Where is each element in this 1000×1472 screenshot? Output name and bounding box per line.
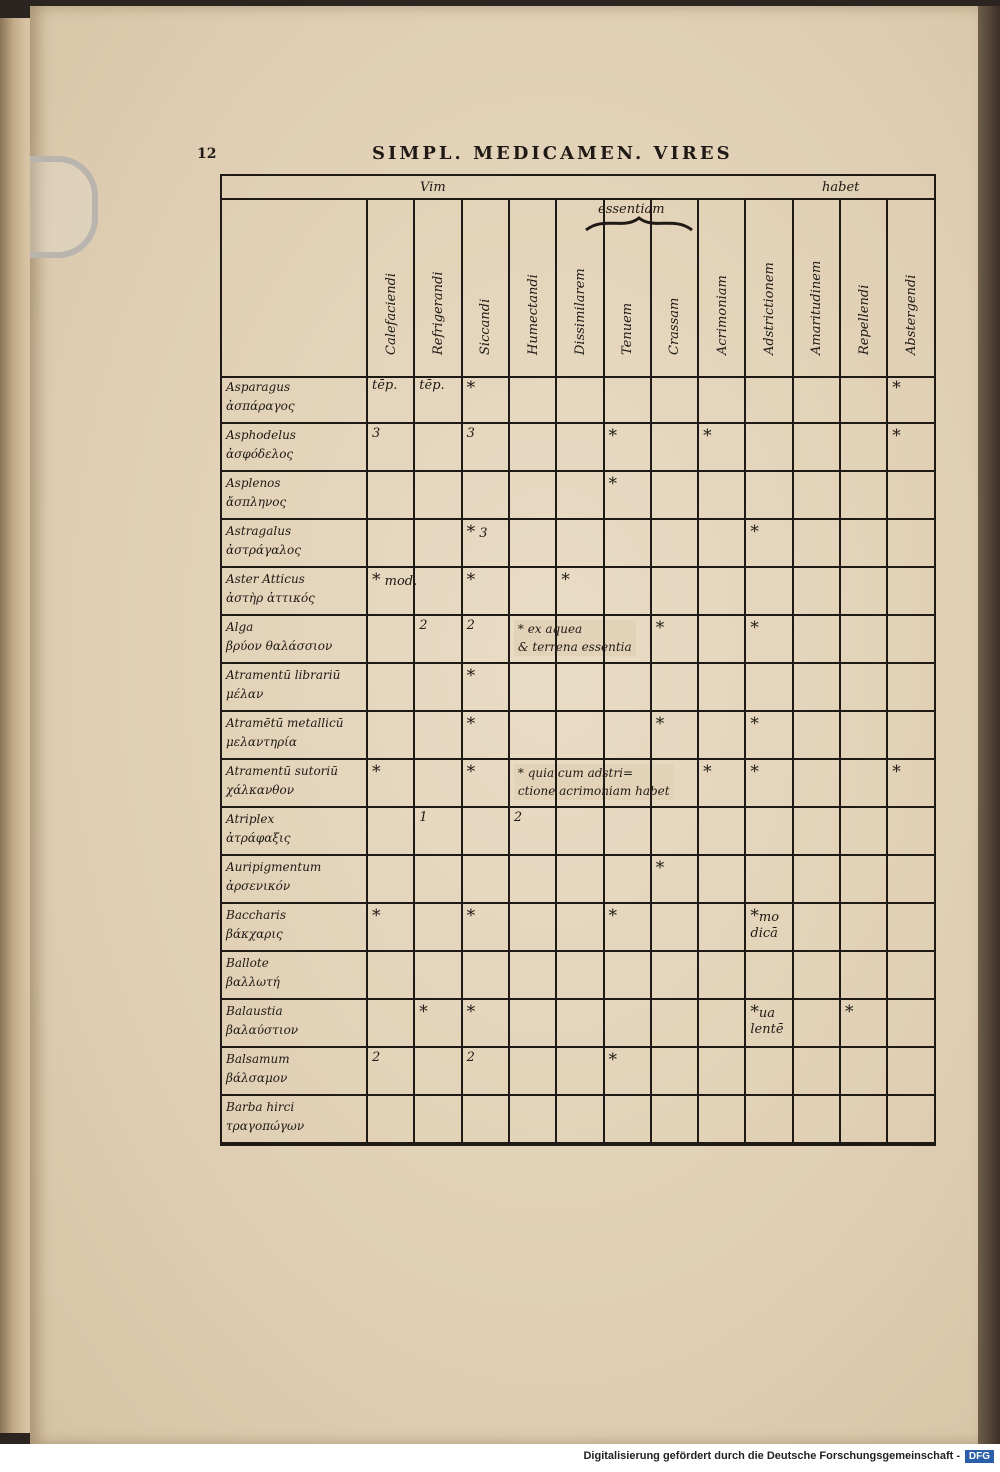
table-cell	[609, 906, 618, 926]
table-cell	[467, 570, 476, 590]
table-cell	[703, 762, 712, 782]
table-cell	[609, 426, 618, 446]
table-cell	[467, 906, 476, 926]
header-vim: Vim	[420, 180, 446, 195]
asterisk-mark: *	[419, 1002, 428, 1022]
column-rule	[697, 376, 699, 1144]
table-row	[222, 856, 934, 904]
latin-name: Atramētū metallicū	[226, 716, 344, 730]
table-row	[222, 520, 934, 568]
latin-name: Atriplex	[226, 812, 275, 826]
table-row	[222, 952, 934, 1000]
greek-name: ἀστὴρ ἀττικός	[226, 591, 315, 605]
table-cell	[656, 858, 665, 878]
latin-name: Asplenos	[226, 476, 281, 490]
asterisk-mark: *	[892, 426, 901, 446]
footer-bar	[0, 1444, 1000, 1472]
table-row	[222, 1096, 934, 1144]
table-cell: *ua lentē	[750, 1002, 784, 1037]
asterisk-mark: *	[561, 570, 570, 590]
latin-name: Atramentū sutoriū	[226, 764, 338, 778]
greek-name: βρύον θαλάσσιον	[226, 639, 333, 653]
table-row	[222, 376, 934, 424]
asterisk-mark: *	[466, 570, 476, 590]
table-cell: 2	[466, 1050, 475, 1065]
table-cell	[750, 714, 759, 734]
virtues-table	[220, 174, 936, 1146]
column-header-label: Dissimilarem	[572, 268, 588, 355]
column-header	[413, 200, 462, 376]
table-cell: 1	[419, 810, 428, 825]
asterisk-mark: *	[892, 378, 901, 398]
latin-name: Atramentū librariū	[226, 668, 341, 682]
asterisk-mark: *	[750, 714, 759, 734]
column-rule	[555, 376, 557, 1144]
table-cell	[467, 1002, 476, 1022]
table-cell	[845, 1002, 854, 1022]
table-row	[222, 616, 934, 664]
row-name	[226, 378, 364, 416]
table-cell	[467, 762, 476, 782]
asterisk-mark: *	[466, 714, 476, 734]
table-cell	[750, 618, 759, 638]
row-name	[226, 1002, 364, 1040]
row-name	[226, 474, 364, 512]
greek-name: ἄσπληνος	[226, 495, 287, 509]
greek-name: μελαντηρία	[226, 735, 297, 749]
column-header-label: Amaritudinem	[809, 260, 825, 355]
asterisk-mark: *	[750, 618, 759, 638]
table-cell: tēp.	[372, 378, 398, 393]
footer-credit: Digitalisierung gefördert durch die Deutsche Forschungsgemeinschaft -	[583, 1450, 960, 1462]
latin-name: Balsamum	[226, 1052, 290, 1066]
table-cell	[656, 714, 665, 734]
table-cell: tēp.	[419, 378, 445, 393]
table-cell	[609, 1050, 618, 1070]
table-cell	[703, 426, 712, 446]
asterisk-mark: *	[466, 666, 476, 686]
table-cell	[892, 378, 901, 398]
table-cell	[656, 618, 665, 638]
asterisk-mark: *	[750, 906, 759, 926]
column-header-label: Abstergendi	[903, 274, 919, 355]
column-header	[886, 200, 935, 376]
table-row	[222, 712, 934, 760]
column-header	[555, 200, 604, 376]
table-cell	[561, 570, 570, 590]
greek-name: βάλσαμον	[226, 1071, 288, 1085]
row-name	[226, 570, 364, 608]
asterisk-mark: *	[608, 474, 617, 494]
column-header	[603, 200, 652, 376]
column-rule	[744, 376, 746, 1144]
row-name	[226, 1098, 364, 1136]
row-name	[226, 714, 364, 752]
column-header-label: Siccandi	[478, 298, 494, 355]
dfg-logo: DFG	[965, 1450, 994, 1463]
greek-name: τραγοπώγων	[226, 1119, 305, 1133]
row-annotation: * ex aquea & terrena essentia	[514, 620, 636, 656]
table-row	[222, 904, 934, 952]
column-header-label: Repellendi	[856, 284, 872, 355]
greek-name: ἀσφόδελος	[226, 447, 294, 461]
greek-name: ἀσπάραγος	[226, 399, 295, 413]
row-name	[226, 810, 364, 848]
asterisk-mark: *	[655, 618, 665, 638]
greek-name: βαλαύστιον	[226, 1023, 299, 1037]
header-habet: habet	[822, 180, 860, 195]
asterisk-mark: *	[845, 1002, 854, 1022]
table-cell: 3	[372, 426, 381, 441]
table-cell	[892, 762, 901, 782]
column-header	[839, 200, 888, 376]
column-rule	[792, 376, 794, 1144]
page-number: 12	[197, 146, 217, 162]
table-cell	[419, 1002, 428, 1022]
table-cell: 2	[513, 810, 523, 825]
column-rule	[461, 376, 463, 1144]
column-rule	[650, 376, 652, 1144]
asterisk-mark: *	[703, 426, 712, 446]
table-cell	[750, 762, 759, 782]
column-header-label: Humectandi	[525, 274, 541, 355]
latin-name: Asparagus	[226, 380, 291, 394]
paper-clip	[30, 156, 98, 258]
latin-name: Aster Atticus	[226, 572, 305, 586]
table-cell	[372, 762, 381, 782]
asterisk-mark: *	[372, 762, 381, 782]
table-cell	[467, 378, 476, 398]
table-cell: * mod.	[372, 570, 418, 590]
asterisk-mark: *	[466, 762, 476, 782]
latin-name: Balaustia	[226, 1004, 283, 1018]
asterisk-mark: *	[750, 522, 759, 542]
column-header-label: Refrigerandi	[430, 271, 446, 355]
column-header-label: Acrimoniam	[714, 275, 730, 355]
table-cell: *mo dicā	[750, 906, 780, 941]
column-header	[697, 200, 746, 376]
table-cell	[467, 714, 476, 734]
row-name	[226, 522, 364, 560]
column-headers	[222, 200, 934, 376]
table-row	[222, 760, 934, 808]
asterisk-mark: *	[892, 762, 901, 782]
asterisk-mark: *	[466, 1002, 476, 1022]
row-name	[226, 906, 364, 944]
row-annotation: * quia cum adstri= ctione acrimoniam habet	[514, 764, 674, 800]
latin-name: Auripigmentum	[226, 860, 322, 874]
table-cell	[750, 522, 759, 542]
greek-name: ἀρσενικόν	[226, 879, 291, 893]
column-rule	[508, 376, 510, 1144]
table-cell	[609, 474, 618, 494]
table-row	[222, 664, 934, 712]
latin-name: Asphodelus	[226, 428, 296, 442]
greek-name: μέλαν	[226, 687, 264, 701]
latin-name: Alga	[226, 620, 254, 634]
table-cell	[892, 426, 901, 446]
group-label-essentiam: essentiam	[598, 202, 665, 217]
table-row	[222, 424, 934, 472]
column-rule	[603, 376, 605, 1144]
book-edge-right	[978, 6, 1000, 1444]
column-header	[366, 200, 415, 376]
greek-name: ἀστράγαλος	[226, 543, 301, 557]
latin-name: Ballote	[226, 956, 269, 970]
table-cell: 2	[419, 618, 428, 633]
row-name	[226, 858, 364, 896]
table-row	[222, 472, 934, 520]
row-name	[226, 1050, 364, 1088]
asterisk-mark: *	[608, 1050, 617, 1070]
asterisk-mark: *	[466, 906, 476, 926]
asterisk-mark: *	[703, 762, 712, 782]
asterisk-mark: *	[655, 858, 665, 878]
latin-name: Baccharis	[226, 908, 287, 922]
latin-name: Astragalus	[226, 524, 292, 538]
column-header	[508, 200, 557, 376]
table-cell	[372, 906, 381, 926]
greek-name: χάλκανθον	[226, 783, 294, 797]
asterisk-mark: *	[466, 522, 476, 542]
column-header	[792, 200, 841, 376]
row-name	[226, 618, 364, 656]
asterisk-mark: *	[372, 906, 381, 926]
table-row	[222, 568, 934, 616]
column-rule	[839, 376, 841, 1144]
row-name	[226, 666, 364, 704]
column-header	[744, 200, 793, 376]
asterisk-mark: *	[608, 906, 617, 926]
running-head: SIMPL. MEDICAMEN. VIRES	[372, 143, 733, 164]
table-cell	[467, 666, 476, 686]
table-cell: 2	[372, 1050, 381, 1065]
asterisk-mark: *	[466, 378, 476, 398]
column-rule	[886, 376, 888, 1144]
asterisk-mark: *	[608, 426, 617, 446]
row-name	[226, 426, 364, 464]
row-name	[226, 762, 364, 800]
asterisk-mark: *	[655, 714, 665, 734]
table-row	[222, 1000, 934, 1048]
column-header-label: Adstrictionem	[762, 262, 778, 355]
table-row	[222, 808, 934, 856]
row-name	[226, 954, 364, 992]
greek-name: βάκχαρις	[226, 927, 283, 941]
table-row	[222, 1048, 934, 1096]
column-header	[461, 200, 510, 376]
asterisk-mark: *	[750, 1002, 759, 1022]
asterisk-mark: *	[750, 762, 759, 782]
asterisk-mark: *	[372, 570, 381, 590]
column-rule	[413, 376, 415, 1144]
greek-name: βαλλωτή	[226, 975, 280, 989]
table-cell: 3	[466, 426, 475, 441]
column-header	[650, 200, 699, 376]
column-rule	[366, 376, 368, 1144]
greek-name: ἀτράφαξις	[226, 831, 291, 845]
table-cell: * 3	[466, 522, 488, 542]
latin-name: Barba hirci	[226, 1100, 295, 1114]
column-header-label: Tenuem	[620, 302, 636, 355]
table-cell: 2	[466, 618, 475, 633]
column-header-label: Calefaciendi	[383, 272, 399, 355]
column-header-label: Crassam	[667, 297, 683, 355]
